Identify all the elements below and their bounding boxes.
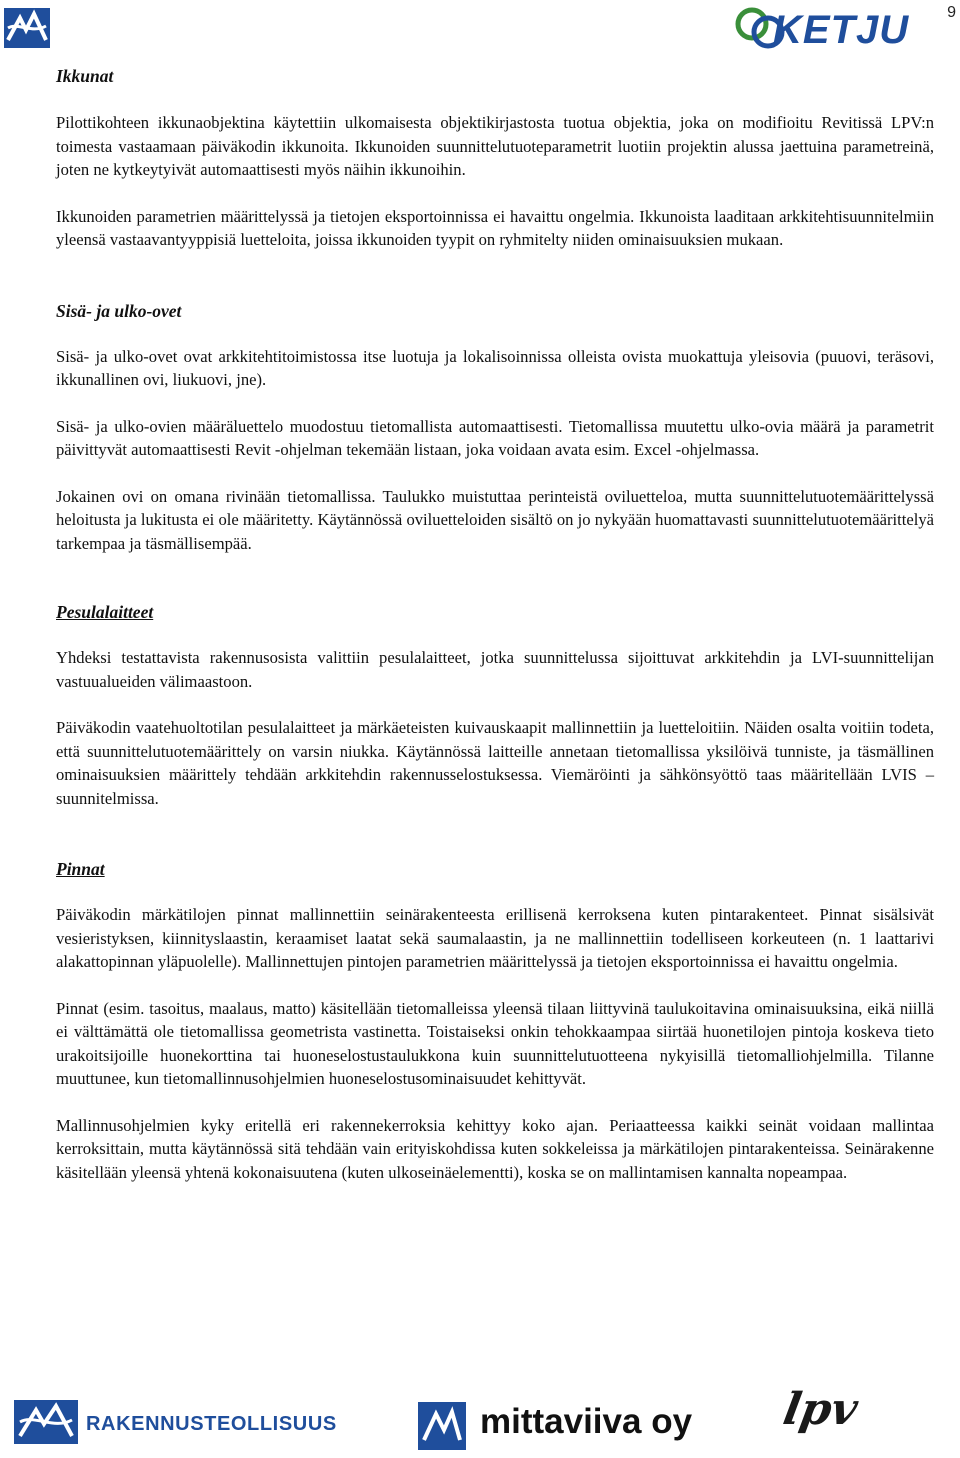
paragraph: Yhdeksi testattavista rakennusosista valittiin pesulalaitteet, jotka suunnittelussa sijoittuvat arkkitehdin ja LVI-suunnittelijan vastuualueiden välimaastoon.: [56, 648, 934, 691]
paragraph: Sisä- ja ulko-ovien määräluettelo muodostuu tietomallista automaattisesti. Tietomallissa muutettu ulko-ovia määrä ja parametrit päivittyvät automaattisesti Revit -ohjelman tekemään listaan, joka voidaan avata esim. Excel -ohjelmassa.: [56, 416, 934, 459]
section-title-pinnat: Pinnat: [56, 859, 105, 879]
paragraph: Päiväkodin vaatehuoltotilan pesulalaitteet ja märkäeteisten kuivauskaapit mallinnettiin ja luetteloitiin. Näiden osalta voitiin todeta, että suunnittelutuotemäärittely on varsin niukka. Käytännössä laitteille annetaan tietomallissa yksilöivä tunniste, ja täsmällinen ominaisuuksien määrittely tehdään arkkitehdin rakennusselostuksessa. Viemäröinti ja sähkönsyöttö taas määritellään LVIS –suunnitelmissa.: [56, 718, 934, 808]
lpv-logo: lpv: [779, 1384, 862, 1435]
page-number: 9: [947, 4, 956, 21]
section-title-ikkunat: Ikkunat: [56, 66, 114, 86]
paragraph: Ikkunoiden parametrien määrittelyssä ja tietojen eksportoinnissa ei havaittu ongelmia. Ikkunoista laaditaan arkkitehtisuunnitelmiin yleensä vastaavantyyppisiä luetteloita, joissa ikkunoiden tyypit on ryhmitelty niiden ominaisuuksien mukaan.: [56, 206, 934, 249]
section-title-pesulalaitteet: Pesulalaitteet: [56, 602, 154, 622]
rakennusteollisuus-logo-text: RAKENNUSTEOLLISUUS: [86, 1413, 337, 1435]
rakennusteollisuus-logo-icon: [4, 8, 50, 48]
mittaviiva-logo-icon: [418, 1402, 466, 1450]
section-title-ovet: Sisä- ja ulko-ovet: [56, 300, 182, 321]
ketju-logo-text: KETJU: [773, 8, 910, 52]
paragraph: Pilottikohteen ikkunaobjektina käytettiin ulkomaisesta objektikirjastosta tuotua objektia, joka on modifioitu Revitissä LPV:n toimesta vastaamaan päiväkodin ikkunoita. Ikkunoiden suunnittelutuoteparametrit luotiin projektin alussa jaettuina parametreinä, joten ne kytkeytyivät automaattisesti myös näihin ikkunoihin.: [56, 113, 934, 179]
mittaviiva-logo-text: mittaviiva oy: [480, 1402, 693, 1441]
paragraph: Sisä- ja ulko-ovet ovat arkkitehtitoimistossa itse luotuja ja lokalisoinnissa olleista ovista muokattuja yleisovia (puuovi, teräsovi, ikkunallinen ovi, liukuovi, jne).: [56, 346, 934, 389]
paragraph: Päiväkodin märkätilojen pinnat mallinnettiin seinärakenteesta erillisenä kerroksena kuten pintarakenteet. Pinnat sisälsivät vesieristyksen, kiinnityslaastin, keraamiset laatat sekä saumalaastin, ja ne mallinnettiin todelliseen korkeuteen (n. 1 laattarivi alakattopinnan yläpuolelle). Mallinnettujen pintojen parametrien määrittelyssä ja tietojen eksportoinnissa ei havaittu ongelmia.: [56, 905, 934, 971]
document-body: [56, 63, 934, 1184]
paragraph: Jokainen ovi on omana rivinään tietomallissa. Taulukko muistuttaa perinteistä oviluetteloa, mutta suunnittelutuotemäärittelyssä heloitusta ja lukitusta ei ole määritetty. Käytännössä oviluetteloiden sisältö on jo nykyään huomattavasti suunnittelutuotemäärittelyä tarkempaa ja täsmällisempää.: [56, 486, 934, 553]
paragraph: Mallinnusohjelmien kyky eritellä eri rakennekerroksia kehittyy koko ajan. Periaatteessa kaikki seinät voidaan mallintaa kerroksittain, mutta käytännössä sitä tehdään vain erityiskohdissa kuten sokkeleissa ja märkätilojen pintarakenteissa. Seinärakenne käsitellään yleensä yhtenä kokonaisuutena (kuten ulkoseinäelementti), koska se on mallintamisen kannalta nopeampaa.: [56, 1115, 934, 1182]
paragraph: Pinnat (esim. tasoitus, maalaus, matto) käsitellään tietomalleissa yleensä tilaan liittyvinä taulukoitavina ominaisuuksina, eikä niillä ei välttämättä ole tietomallissa geometrista vastinetta. Toistaiseksi onkin tehokkaampaa siirtää huonetilojen pintoja koskeva tieto urakoitsijoille huonekorttina tai huoneselostustaulukkona kuin suunnittelutuotteena nykyisillä tietomalliohjelmilla. Tilanne muuttunee, kun tietomallinnusohjelmien huoneselostusominaisuudet kehittyvät.: [56, 998, 934, 1088]
